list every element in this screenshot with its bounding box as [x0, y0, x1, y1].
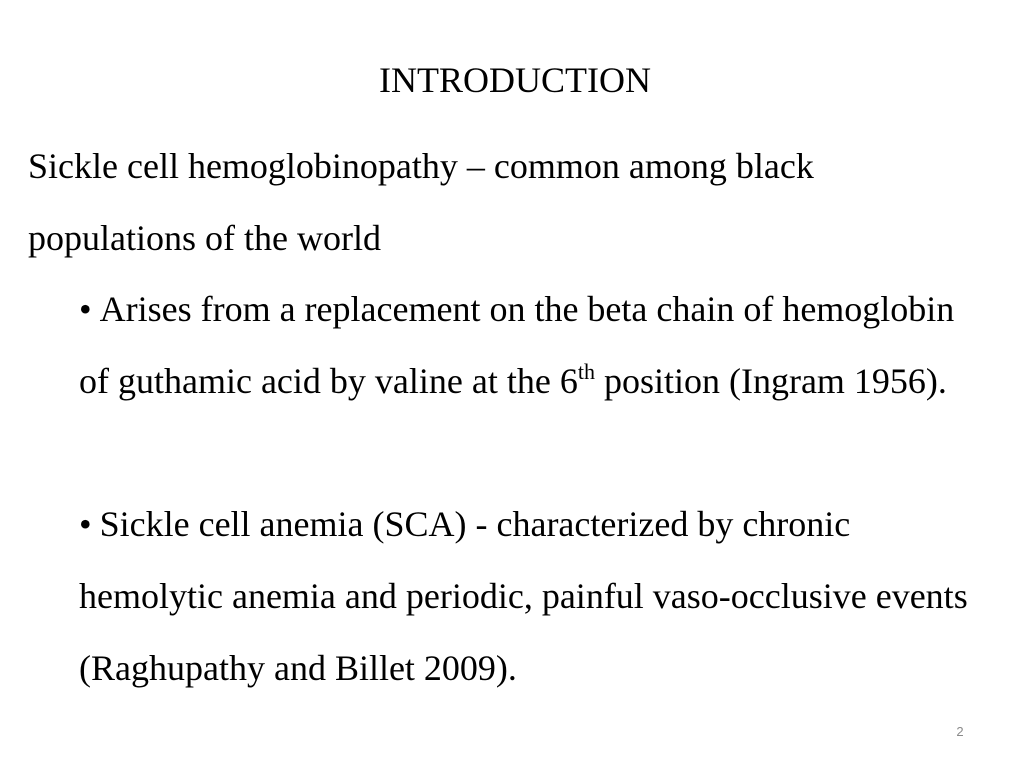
bullet-item — [79, 273, 979, 417]
page-number: 2 — [956, 724, 964, 739]
slide-title: INTRODUCTION — [379, 60, 651, 100]
intro-paragraph: Sickle cell hemoglobinopathy – common among black populations of the world — [28, 146, 814, 258]
bullet-marker: • — [79, 289, 92, 329]
bullet-text-continued: position (Ingram 1956). — [594, 361, 947, 401]
bullet-marker: • — [79, 504, 92, 544]
bullet-text: Arises from a replacement on the beta chain of hemoglobin of guthamic acid by valine at the 6 — [79, 289, 955, 401]
bullet-item — [79, 488, 979, 704]
superscript: th — [577, 359, 595, 384]
bullet-text: Sickle cell anemia (SCA) - characterized by chronic hemolytic anemia and periodic, painful vaso-occlusive events (Raghupathy and Billet 2009). — [79, 504, 968, 688]
